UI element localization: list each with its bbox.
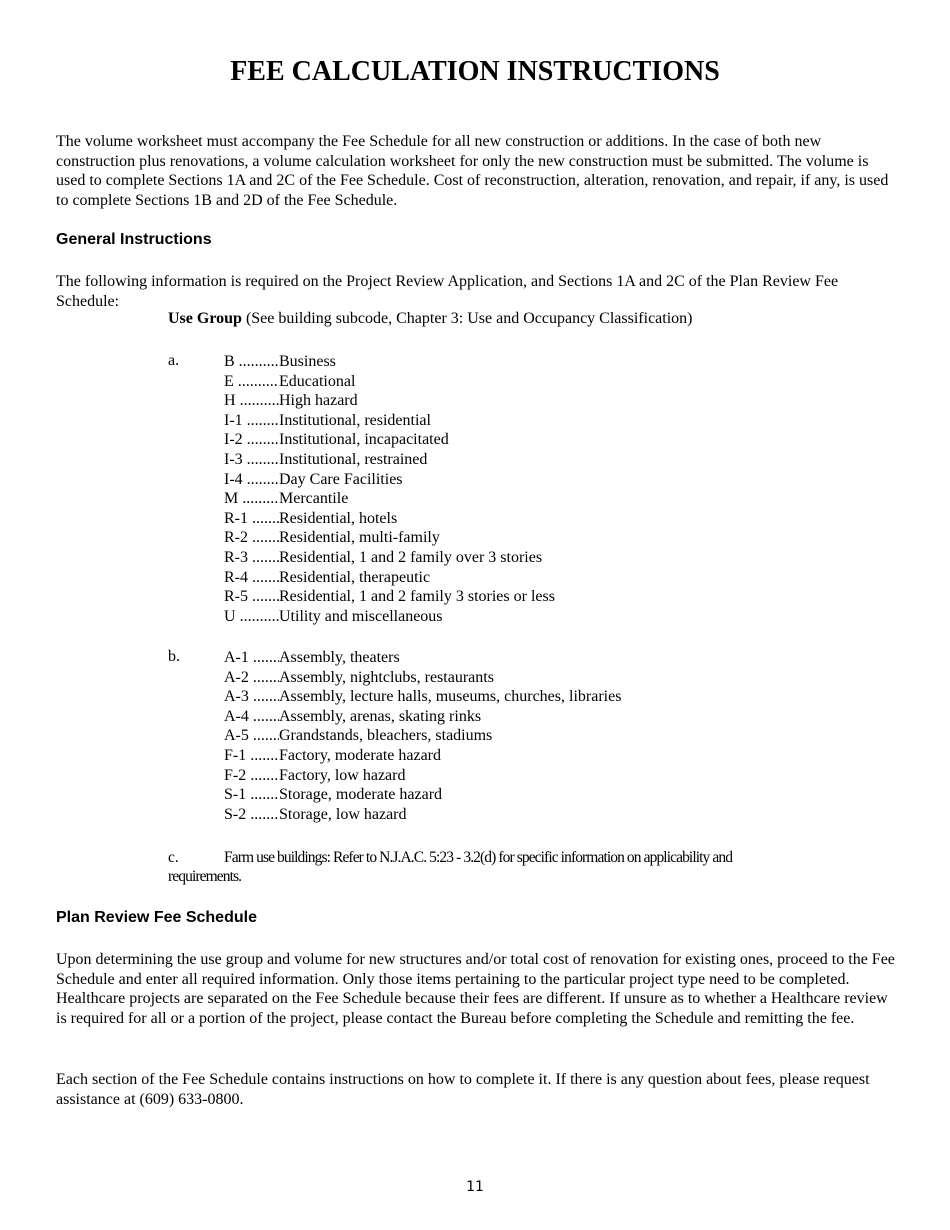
use-group-code: R-5 ..... <box>224 587 279 607</box>
use-group-code: A-4 ..... <box>224 707 279 727</box>
page-number: 11 <box>466 1179 484 1195</box>
use-group-code: E ..... <box>224 372 279 392</box>
use-group-description: Factory, low hazard <box>279 766 406 784</box>
use-group-item <box>224 746 621 766</box>
use-group-code: R-2 ..... <box>224 528 279 548</box>
use-group-item <box>224 707 621 727</box>
use-group-code: I-3 ..... <box>224 450 279 470</box>
use-group-description: High hazard <box>279 392 358 410</box>
use-group-item <box>224 805 621 825</box>
use-group-description: Residential, multi-family <box>279 529 440 547</box>
use-group-description: Institutional, incapacitated <box>279 431 449 449</box>
plan-review-paragraph-1: Upon determining the use group and volume for new structures and/or total cost of renovation for existing ones, proceed to the Fee Schedule and enter all required information. Only those items pertaining to the particular project type need to be completed. Healthcare projects are separated on the Fee Schedule because their fees are different. If unsure as to whether a Healthcare review is required for all or a portion of the project, please contact the Bureau before completing the Schedule and remitting the fee. <box>56 951 895 1027</box>
use-group-line <box>168 310 692 328</box>
use-group-code: B ..... <box>224 352 279 372</box>
use-group-item <box>224 352 555 372</box>
use-group-item <box>224 668 621 688</box>
plan-review-paragraph-2: Each section of the Fee Schedule contains instructions on how to complete it. If there is any question about fees, please request assistance at (609) 633-0800. <box>56 1071 870 1108</box>
use-group-description: Mercantile <box>279 490 349 508</box>
use-group-code: A-3 ..... <box>224 687 279 707</box>
use-group-code: R-1 ..... <box>224 509 279 529</box>
use-group-code: F-2 ..... <box>224 766 279 786</box>
use-group-description: Residential, 1 and 2 family 3 stories or less <box>279 588 555 606</box>
use-group-code: R-4 ..... <box>224 568 279 588</box>
use-group-item <box>224 568 555 588</box>
use-group-item <box>224 528 555 548</box>
use-group-code: I-1 ..... <box>224 411 279 431</box>
use-group-code: F-1 ..... <box>224 746 279 766</box>
plan-review-heading: Plan Review Fee Schedule <box>56 909 257 926</box>
use-group-item <box>224 509 555 529</box>
use-group-item <box>224 548 555 568</box>
use-group-item <box>224 411 555 431</box>
use-group-item <box>224 587 555 607</box>
use-group-description: Educational <box>279 372 356 390</box>
use-group-code: I-2 ..... <box>224 430 279 450</box>
use-group-item <box>224 450 555 470</box>
intro-paragraph: The volume worksheet must accompany the Fee Schedule for all new construction or additions. In the case of both new construction plus renovations, a volume calculation worksheet for only the new construction must be submitted. The volume is used to complete Sections 1A and 2C of the Fee Schedule. Cost of reconstruction, alteration, renovation, and repair, if any, is used to complete Sections 1B and 2D of the Fee Schedule. <box>56 133 889 209</box>
use-group-item <box>224 785 621 805</box>
use-group-code: U ..... <box>224 607 279 627</box>
use-group-item <box>224 391 555 411</box>
use-group-description: Storage, moderate hazard <box>279 786 443 804</box>
use-group-description: Institutional, residential <box>279 411 431 429</box>
use-group-item <box>224 430 555 450</box>
use-group-item <box>224 687 621 707</box>
use-group-description: Residential, therapeutic <box>279 568 431 586</box>
use-group-code: S-1 ..... <box>224 785 279 805</box>
use-group-description: Factory, moderate hazard <box>279 746 441 764</box>
use-group-description: Assembly, arenas, skating rinks <box>279 707 482 725</box>
use-group-code: A-2 ..... <box>224 668 279 688</box>
use-group-description: Business <box>279 353 336 370</box>
use-group-description: Residential, 1 and 2 family over 3 stories <box>279 548 543 566</box>
use-group-code: S-2 ..... <box>224 805 279 825</box>
use-group-description: Assembly, theaters <box>279 649 400 666</box>
list-c-letter: c. <box>168 849 179 866</box>
farm-use-text: Farm use buildings: Refer to N.J.A.C. 5:23 - 3.2(d) for specific information on applicability and requirements. <box>168 849 733 885</box>
use-group-description: Assembly, lecture halls, museums, churches, libraries <box>279 688 622 706</box>
list-b-letter: b. <box>168 648 180 665</box>
use-group-code: R-3 ..... <box>224 548 279 568</box>
use-group-description: Institutional, restrained <box>279 450 428 468</box>
use-group-code: I-4 ..... <box>224 470 279 490</box>
use-group-code: M ..... <box>224 489 279 509</box>
use-group-item <box>224 489 555 509</box>
use-group-description: Assembly, nightclubs, restaurants <box>279 668 494 686</box>
general-instructions-heading: General Instructions <box>56 231 212 248</box>
use-group-description: Residential, hotels <box>279 509 398 527</box>
farm-use-item <box>168 848 768 886</box>
general-instructions-text: The following information is required on the Project Review Application, and Sections 1A and 2C of the Plan Review Fee Schedule: <box>56 273 839 310</box>
use-group-item <box>224 470 555 490</box>
use-group-description: Storage, low hazard <box>279 805 407 823</box>
use-group-description: Grandstands, bleachers, stadiums <box>279 727 493 745</box>
list-a-letter: a. <box>168 352 180 369</box>
use-group-code: A-1 ..... <box>224 648 279 668</box>
use-group-item <box>224 766 621 786</box>
use-group-item <box>224 726 621 746</box>
use-group-list-b <box>224 648 621 824</box>
use-group-item <box>224 372 555 392</box>
use-group-label: Use Group <box>168 310 242 327</box>
page-title: FEE CALCULATION INSTRUCTIONS <box>230 56 720 87</box>
use-group-description: Utility and miscellaneous <box>279 607 443 625</box>
use-group-item <box>224 607 555 627</box>
use-group-code: A-5 ..... <box>224 726 279 746</box>
use-group-description: Day Care Facilities <box>279 470 403 488</box>
use-group-code: H ..... <box>224 391 279 411</box>
use-group-item <box>224 648 621 668</box>
use-group-list-a <box>224 352 555 626</box>
use-group-note: (See building subcode, Chapter 3: Use and Occupancy Classification) <box>245 310 693 327</box>
